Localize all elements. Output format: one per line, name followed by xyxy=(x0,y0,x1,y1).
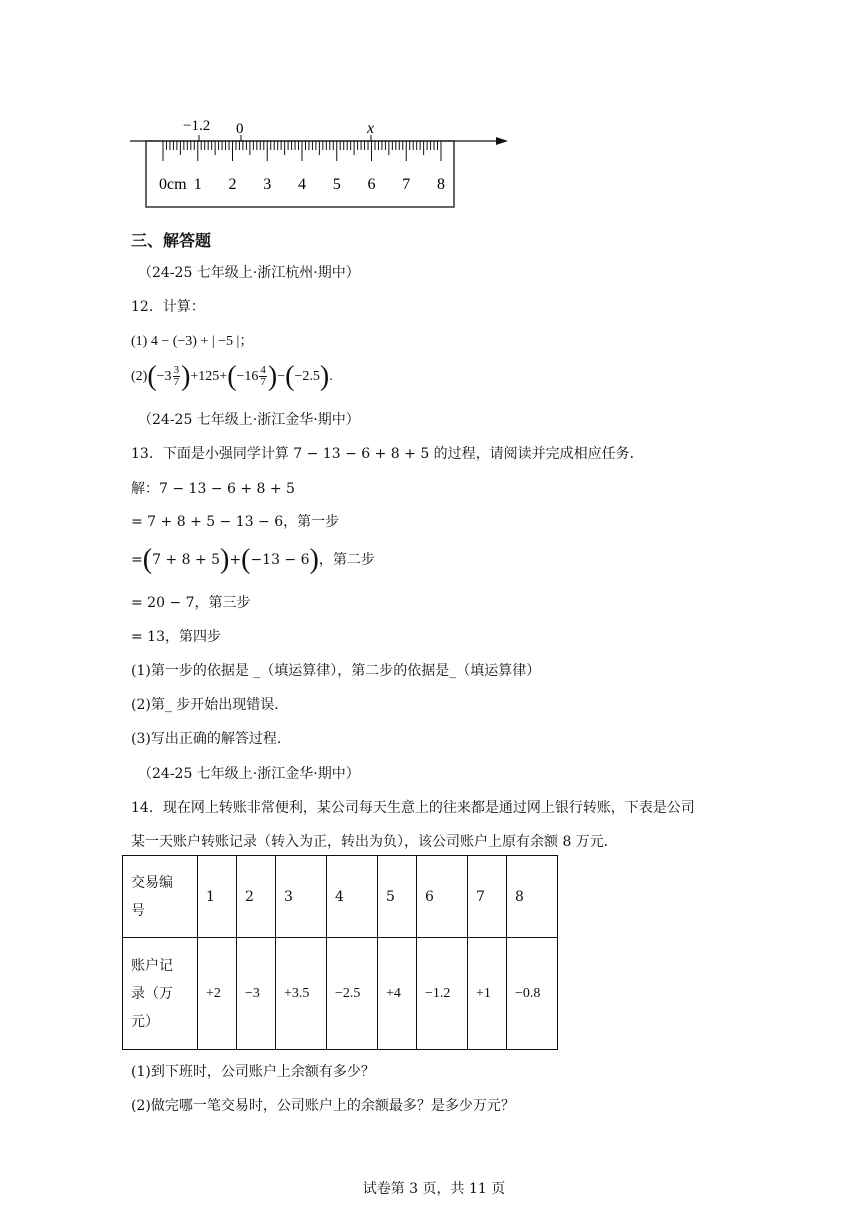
ruler-ticks xyxy=(163,141,441,161)
q14-stem-line1: 14．现在网上转账非常便利，某公司每天生意上的往来都是通过网上银行转账，下表是公司 xyxy=(131,800,695,816)
q13-task1: (1)第一步的依据是 _（填运算律），第二步的依据是_（填运算律） xyxy=(131,663,541,679)
q13-task2: (2)第_ 步开始出现错误． xyxy=(131,697,289,713)
ruler-cm-label: 8 xyxy=(437,176,445,193)
q13-line2-plus: + xyxy=(229,552,242,568)
q12-p2-end: . xyxy=(329,369,333,384)
q13-solution-line3: = 20 − 7，第三步 xyxy=(131,595,251,611)
q12-p2-a-whole: −3 xyxy=(156,369,172,384)
q12-p2-mid: +125+ xyxy=(190,369,228,384)
table-cell: 3 xyxy=(276,856,327,938)
q14-stem-line2: 某一天账户转账记录（转入为正，转出为负），该公司账户上原有余额 8 万元． xyxy=(131,834,618,850)
header-text: 号 xyxy=(131,902,145,919)
table-cell: 2 xyxy=(237,856,276,938)
q13-solution-line2: =(7 + 8 + 5)+(−13 − 6)，第二步 xyxy=(131,544,375,575)
table-header-cell xyxy=(123,938,198,1050)
q14-sub2: (2)做完哪一笔交易时，公司账户上的余额最多？是多少万元？ xyxy=(131,1098,515,1114)
page-footer: 试卷第 3 页，共 11 页 xyxy=(362,1181,506,1197)
q13-task3: (3)写出正确的解答过程． xyxy=(131,731,291,747)
ruler-cm-label: 5 xyxy=(332,176,341,193)
table-cell: −0.8 xyxy=(507,938,558,1050)
header-text: 账户记 xyxy=(131,957,173,974)
table-cell: 7 xyxy=(468,856,507,938)
table-cell: −3 xyxy=(237,938,276,1050)
table-cell: 5 xyxy=(378,856,417,938)
ruler-cm-label: 4 xyxy=(298,176,306,193)
ruler-cm-label: 3 xyxy=(263,176,272,193)
q13-solution-line0: 解：7 − 13 − 6 + 8 + 5 xyxy=(131,481,295,497)
q14-sub1: (1)到下班时，公司账户上余额有多少？ xyxy=(131,1064,375,1080)
ruler-cm-label: 6 xyxy=(367,176,376,193)
header-text: 交易编 xyxy=(131,874,173,891)
q12-p2-a-den: 7 xyxy=(173,376,180,389)
header-text: 录（万 xyxy=(131,985,173,1002)
table-cell: 4 xyxy=(327,856,378,938)
table-cell: −1.2 xyxy=(417,938,468,1050)
q13-line2-step: ，第二步 xyxy=(318,552,375,568)
q12-p2-b-num: 4 xyxy=(260,364,266,377)
header-text: 元） xyxy=(131,1013,159,1030)
table-row xyxy=(123,856,558,938)
q12-part2: (2)(−3 $\frac{3}{7}$ )+125+(−16 $\frac{4}{7}$ )−(−2.5). xyxy=(131,360,333,392)
q13-stem: 13．下面是小强同学计算 7 − 13 − 6 + 8 + 5 的过程，请阅读并完成相应任务． xyxy=(131,446,644,462)
table-cell: +3.5 xyxy=(276,938,327,1050)
q12-p2-tail: − xyxy=(277,369,286,384)
ruler-cm-label: 7 xyxy=(402,176,411,193)
table-row xyxy=(123,938,558,1050)
q13-solution-line1: = 7 + 8 + 5 − 13 − 6，第一步 xyxy=(131,514,340,530)
ruler-cm-label: 0cm xyxy=(159,176,187,193)
transaction-table xyxy=(122,855,558,1050)
q13-source: （24-25 七年级上·浙江金华·期中） xyxy=(138,412,360,428)
q12-source: （24-25 七年级上·浙江杭州·期中） xyxy=(138,265,360,281)
ruler-body xyxy=(146,141,454,207)
number-line-label-zero: 0 xyxy=(236,121,244,137)
q12-p2-c: −2.5 xyxy=(294,369,320,384)
q12-part1: (1) 4 − (−3) + | −5 |； xyxy=(131,334,254,349)
q13-line2-eq: = xyxy=(131,552,143,568)
q13-line2-group-a: 7 + 8 + 5 xyxy=(152,552,221,568)
q13-line2-group-b: −13 − 6 xyxy=(250,552,310,568)
ruler-cm-label: 1 xyxy=(193,176,202,193)
section-title: 三、解答题 xyxy=(131,231,212,250)
table-cell: 8 xyxy=(507,856,558,938)
table-cell: 6 xyxy=(417,856,468,938)
number-line-label-x: x xyxy=(367,120,375,137)
q12-stem: 12．计算： xyxy=(131,299,205,315)
number-line-label-neg: −1.2 xyxy=(183,118,211,134)
ruler-cm-label: 2 xyxy=(228,176,237,193)
table-header-cell xyxy=(123,856,198,938)
q12-p2-a-fraction xyxy=(173,365,181,388)
table-cell: +1 xyxy=(468,938,507,1050)
q13-solution-line4: = 13，第四步 xyxy=(131,629,221,645)
q12-p2-label: (2) xyxy=(131,369,148,384)
q12-p2-a-num: 3 xyxy=(173,364,180,377)
table-cell: 1 xyxy=(198,856,237,938)
table-cell: +4 xyxy=(378,938,417,1050)
table-cell: +2 xyxy=(198,938,237,1050)
q14-source: （24-25 七年级上·浙江金华·期中） xyxy=(138,766,360,782)
q12-p2-b-den: 7 xyxy=(260,376,266,389)
table-cell: −2.5 xyxy=(327,938,378,1050)
ruler-cm-labels xyxy=(159,176,445,193)
q12-p2-b-whole: −16 xyxy=(236,369,259,384)
q12-p2-b-fraction xyxy=(259,365,267,388)
ruler-number-line-figure xyxy=(0,0,868,215)
